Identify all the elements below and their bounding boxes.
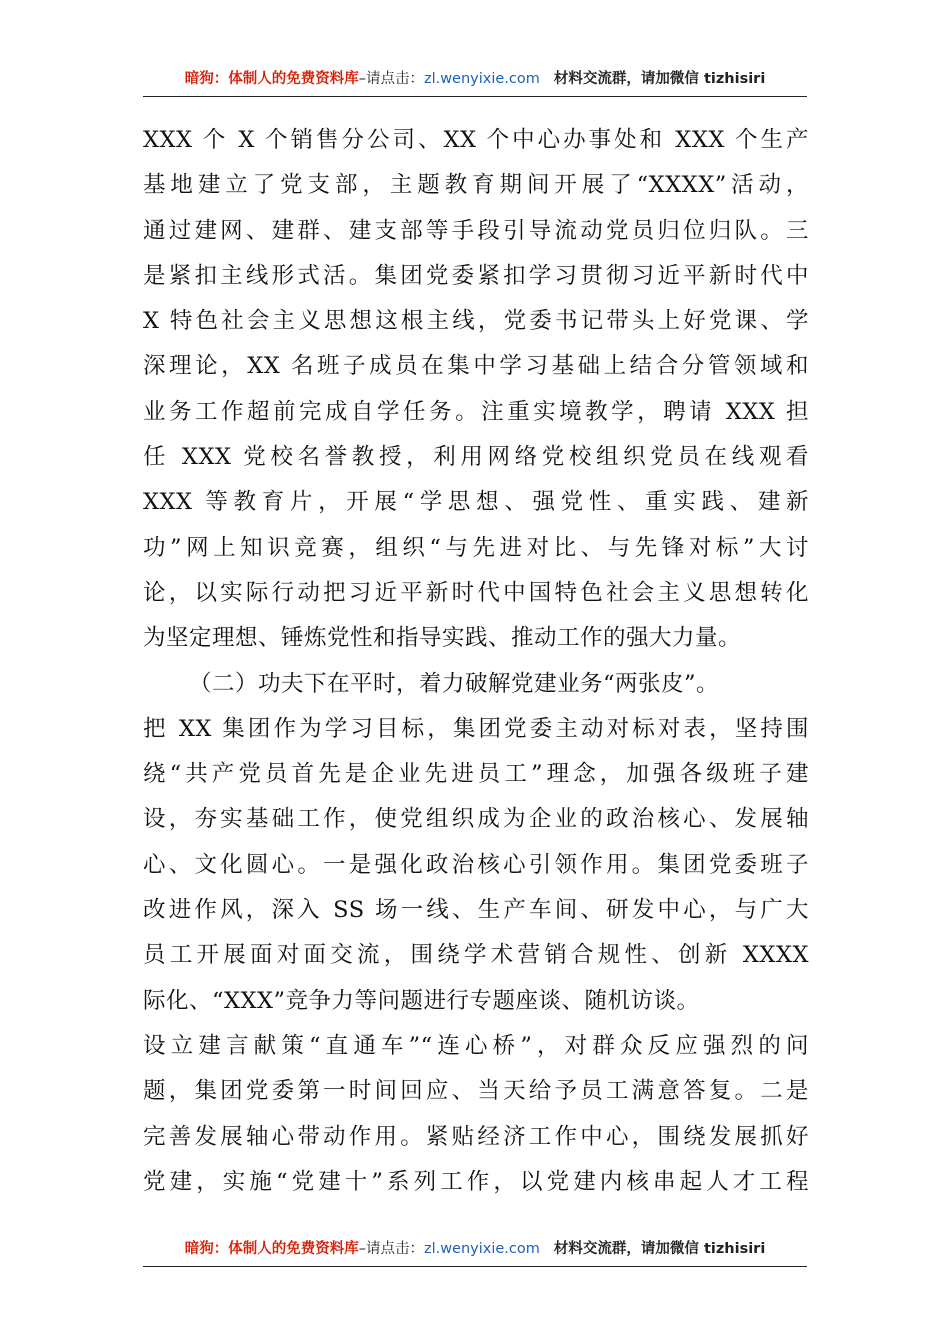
text-line: 党建，实施“党建十”系列工作，以党建内核串起人才工程	[143, 1168, 809, 1195]
text-line: XXX 等教育片，开展“学思想、强党性、重实践、建新	[143, 489, 809, 516]
header-group-note: 材料交流群，请加微信 tizhisiri	[553, 71, 766, 87]
text-line: 任 XXX 党校名誉教授，利用网络党校组织党员在线观看	[143, 444, 809, 471]
footer-group-note: 材料交流群，请加微信 tizhisiri	[553, 1241, 766, 1257]
text-line: 功”网上知识竞赛，组织“与先进对比、与先锋对标”大讨	[143, 534, 809, 561]
section-heading-line: （二）功夫下在平时，着力破解党建业务“两张皮”。	[189, 670, 720, 697]
footer-brand: 暗狗：体制人的免费资料库	[184, 1241, 359, 1257]
text-line: XXX 个 X 个销售分公司、XX 个中心办事处和 XXX 个生产	[143, 127, 809, 153]
text-line: 深理论，XX 名班子成员在集中学习基础上结合分管领域和	[143, 353, 809, 380]
text-line: 论，以实际行动把习近平新时代中国特色社会主义思想转化	[143, 579, 809, 606]
text-line: 业务工作超前完成自学任务。注重实境教学，聘请 XXX 担	[143, 398, 809, 425]
text-line: 改进作风，深入 SS 场一线、生产车间、研发中心，与广大	[143, 897, 809, 924]
text-line: 际化、“XXX”竞争力等问题进行专题座谈、随机访谈。	[143, 987, 700, 1014]
text-line: 基地建立了党支部，主题教育期间开展了“XXXX”活动，	[143, 172, 809, 199]
text-line: 员工开展面对面交流，围绕学术营销合规性、创新 XXXX	[143, 942, 809, 969]
text-line: 设立建言献策“直通车”“连心桥”，对群众反应强烈的问	[143, 1032, 809, 1059]
header-link[interactable]: zl.wenyixie.com	[423, 71, 540, 87]
text-line: 绕“共产党员首先是企业先进员工”理念，加强各级班子建	[143, 761, 809, 788]
footer-link[interactable]: zl.wenyixie.com	[423, 1241, 540, 1257]
text-line: 设，夯实基础工作，使党组织成为企业的政治核心、发展轴	[143, 806, 809, 833]
document-body	[143, 118, 809, 1218]
page-footer-banner	[143, 1236, 807, 1267]
page-header-banner	[143, 66, 807, 97]
header-brand: 暗狗：体制人的免费资料库	[184, 71, 359, 87]
text-line: 题，集团党委第一时间回应、当天给予员工满意答复。二是	[143, 1078, 809, 1105]
paragraph-end-line: 为坚定理想、锤炼党性和指导实践、推动工作的强大力量。	[143, 625, 742, 652]
text-line: 通过建网、建群、建支部等手段引导流动党员归位归队。三	[143, 217, 809, 244]
text-line: 完善发展轴心带动作用。紧贴经济工作中心，围绕发展抓好	[143, 1123, 809, 1150]
text-line: 把 XX 集团作为学习目标，集团党委主动对标对表，坚持围	[143, 715, 809, 742]
text-line: 是紧扣主线形式活。集团党委紧扣学习贯彻习近平新时代中	[143, 262, 809, 289]
text-line: X 特色社会主义思想这根主线，党委书记带头上好党课、学	[143, 308, 809, 335]
header-click-prefix: –请点击：	[358, 71, 424, 87]
footer-click-prefix: –请点击：	[358, 1241, 424, 1257]
text-line: 心、文化圆心。一是强化政治核心引领作用。集团党委班子	[143, 851, 809, 878]
